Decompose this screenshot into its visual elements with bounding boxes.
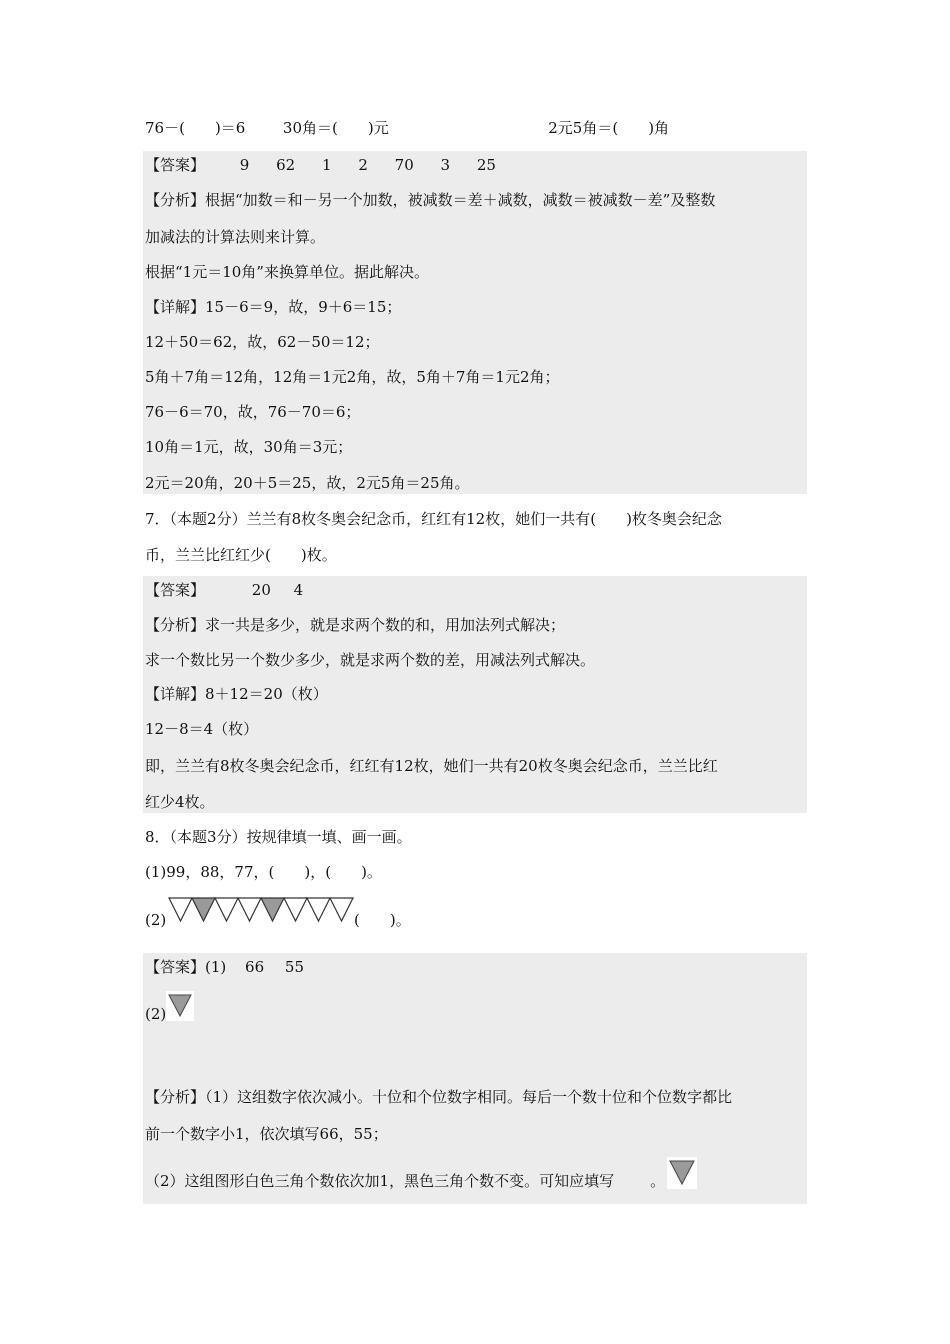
q6-blank-1: 76－( )＝6 xyxy=(145,119,246,137)
answer-value: 9 xyxy=(239,156,250,174)
analysis-end: 。 xyxy=(650,1172,666,1190)
q8-part-2-prefix: (2) xyxy=(145,911,167,929)
q8-answer xyxy=(145,957,304,977)
answer-value: 70 xyxy=(394,156,414,174)
q7-analysis-line-2: 求一个数比另一个数少多少，就是求两个数的差，用减法列式解决。 xyxy=(145,651,596,669)
q7-question-line-2: 币，兰兰比红红少( )枚。 xyxy=(145,546,337,564)
pattern-triangle-gray xyxy=(261,898,284,921)
answer-value: 66 xyxy=(245,958,265,976)
q6-analysis-line-3: 根据“1元＝10角”来换算单位。据此解决。 xyxy=(145,263,429,281)
answer-part-1-label: (1) xyxy=(205,958,227,976)
q6-detail-line-6: 2元＝20角，20＋5＝25，故，2元5角＝25角。 xyxy=(145,474,470,492)
q7-detail-line xyxy=(145,684,328,704)
analysis-text: 根据“加数＝和－另一个加数，被减数＝差＋减数，减数＝被减数－差”及整数 xyxy=(205,191,716,209)
pattern-triangle-white xyxy=(238,898,261,921)
answer-label: 【答案】 xyxy=(145,958,206,976)
answer-value: 2 xyxy=(358,156,368,174)
pattern-triangle-white xyxy=(284,898,307,921)
pattern-triangle-white xyxy=(169,898,192,921)
pattern-triangle-white xyxy=(307,898,330,921)
q7-answer xyxy=(145,580,303,600)
answer-label: 【答案】 xyxy=(145,581,206,599)
answer-value: 25 xyxy=(476,156,496,174)
answer-value: 4 xyxy=(293,581,304,599)
analysis-label: 【分析】 xyxy=(145,191,206,209)
q8-answer-block xyxy=(143,953,807,1204)
q6-blank-3: 2元5角＝( )角 xyxy=(548,119,670,137)
analysis-triangle-icon xyxy=(667,1157,697,1189)
q6-detail-line-4: 76－6＝70，故，76－70＝6； xyxy=(145,403,361,421)
q7-question-line-1: 7．（本题2分）兰兰有8枚冬奥会纪念币，红红有12枚，她们一共有( )枚冬奥会纪念 xyxy=(145,510,722,528)
answer-value: 3 xyxy=(440,156,451,174)
q6-detail-line-2: 12＋50＝62，故，62－50＝12； xyxy=(145,333,380,351)
q7-detail-line-4: 红少4枚。 xyxy=(145,793,215,811)
q6-question-line xyxy=(145,118,669,138)
q8-answer-part-2-label: (2) xyxy=(145,1005,167,1023)
detail-label: 【详解】 xyxy=(145,685,206,703)
pattern-triangle-white xyxy=(215,898,238,921)
q6-answer xyxy=(145,155,496,175)
answer-value: 1 xyxy=(322,156,332,174)
q8-analysis-line xyxy=(145,1087,732,1107)
answer-triangle-icon xyxy=(166,991,194,1021)
analysis-label: 【分析】 xyxy=(145,1088,206,1106)
q8-part-1: (1)99，88，77，( )，( )。 xyxy=(145,863,382,881)
q8-analysis-line-3 xyxy=(145,1171,665,1191)
triangle-pattern xyxy=(168,897,356,923)
detail-text: 15－6＝9，故，9＋6＝15； xyxy=(205,298,402,316)
q7-detail-line-2: 12－8＝4（枚） xyxy=(145,720,259,738)
q8-part-2-suffix: ( )。 xyxy=(354,911,411,929)
pattern-triangle-white xyxy=(330,898,353,921)
detail-text: 8＋12＝20（枚） xyxy=(205,685,328,703)
q6-blank-2: 30角＝( )元 xyxy=(282,119,389,137)
q7-analysis-line xyxy=(145,615,565,635)
answer-label: 【答案】 xyxy=(145,156,206,174)
analysis-text: 求一共是多少，就是求两个数的和，用加法列式解决； xyxy=(205,616,566,634)
q6-detail-line xyxy=(145,297,401,317)
detail-label: 【详解】 xyxy=(145,298,206,316)
q6-detail-line-5: 10角＝1元，故，30角＝3元； xyxy=(145,438,353,456)
q6-analysis-line-2: 加减法的计算法则来计算。 xyxy=(145,228,326,246)
analysis-text: （1）这组数字依次减小。十位和个位数字相同。每后一个数十位和个位数字都比 xyxy=(205,1088,733,1106)
analysis-label: 【分析】 xyxy=(145,616,206,634)
q8-question: 8．（本题3分）按规律填一填、画一画。 xyxy=(145,828,412,846)
q6-detail-line-3: 5角＋7角＝12角，12角＝1元2角，故，5角＋7角＝1元2角； xyxy=(145,368,560,386)
q6-analysis-line xyxy=(145,190,715,210)
answer-value: 62 xyxy=(276,156,296,174)
q8-analysis-line-2: 前一个数字小1，依次填写66，55； xyxy=(145,1125,388,1143)
pattern-triangle-gray xyxy=(192,898,215,921)
answer-value: 55 xyxy=(284,958,305,976)
analysis-text: （2）这组图形白色三角个数依次加1，黑色三角个数不变。可知应填写 xyxy=(145,1172,615,1190)
answer-value: 20 xyxy=(251,581,271,599)
q7-detail-line-3: 即，兰兰有8枚冬奥会纪念币，红红有12枚，她们一共有20枚冬奥会纪念币，兰兰比红 xyxy=(145,757,718,775)
